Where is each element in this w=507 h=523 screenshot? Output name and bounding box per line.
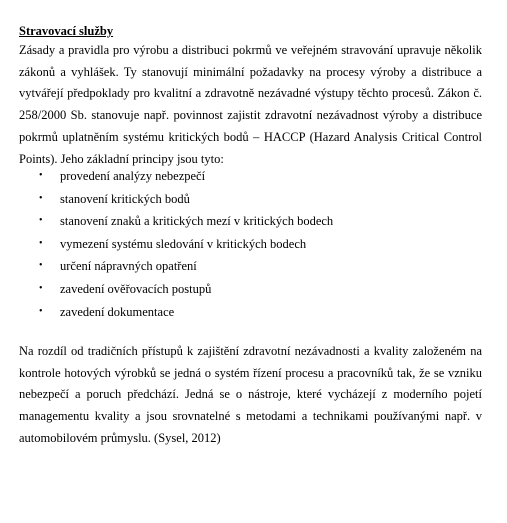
bullet-icon: • <box>39 282 43 294</box>
conclusion-paragraph: Na rozdíl od tradičních přístupů k zajištění zdravotní nezávadnosti a kvality založeném na kontrole hotových výrobků se jedná o systém řízení procesu a pracovníků tak, že se vzniku nebezpečí a poruch předchází. Jedná se o nástroje, které vycházejí z moderního pojetí managementu kvality a jsou srovnatelné s metodami a technikami používanými např. v automobilovém průmyslu. (Sysel, 2012) <box>19 344 482 445</box>
list-item-text: určení nápravných opatření <box>60 259 197 274</box>
list-item-text: vymezení systému sledování v kritických bodech <box>60 236 307 251</box>
bullet-icon: • <box>39 192 43 204</box>
list-item-text: stanovení kritických bodů <box>60 191 190 206</box>
bullet-icon: • <box>39 237 43 249</box>
list-item-text: provedení analýzy nebezpečí <box>60 169 206 183</box>
bullet-icon: • <box>39 215 43 227</box>
list-item-text: stanovení znaků a kritických mezí v kritických bodech <box>60 214 334 229</box>
section-heading: Stravovací služby <box>19 24 114 38</box>
list-item-text: zavedení dokumentace <box>60 304 175 319</box>
list-item-text: zavedení ověřovacích postupů <box>60 281 212 296</box>
bullet-icon: • <box>39 260 43 272</box>
bullet-icon: • <box>39 305 43 317</box>
intro-paragraph: Zásady a pravidla pro výrobu a distribuci pokrmů ve veřejném stravování upravuje několik zákonů a vyhlášek. Ty stanovují minimální požadavky na procesy výroby a distribuce a vytvářejí předpoklady pro kvalitní a zdravotně nezávadné výstupy těchto procesů. Zákon č. 258/2000 Sb. stanovuje např. povinnost zajistit zdravotní nezávadnost výroby a distribuce pokrmů uplatněním systému kritických bodů – HACCP (Hazard Analysis Critical Control Points). Jeho základní principy jsou tyto: <box>19 43 482 166</box>
bullet-icon: • <box>39 170 43 181</box>
